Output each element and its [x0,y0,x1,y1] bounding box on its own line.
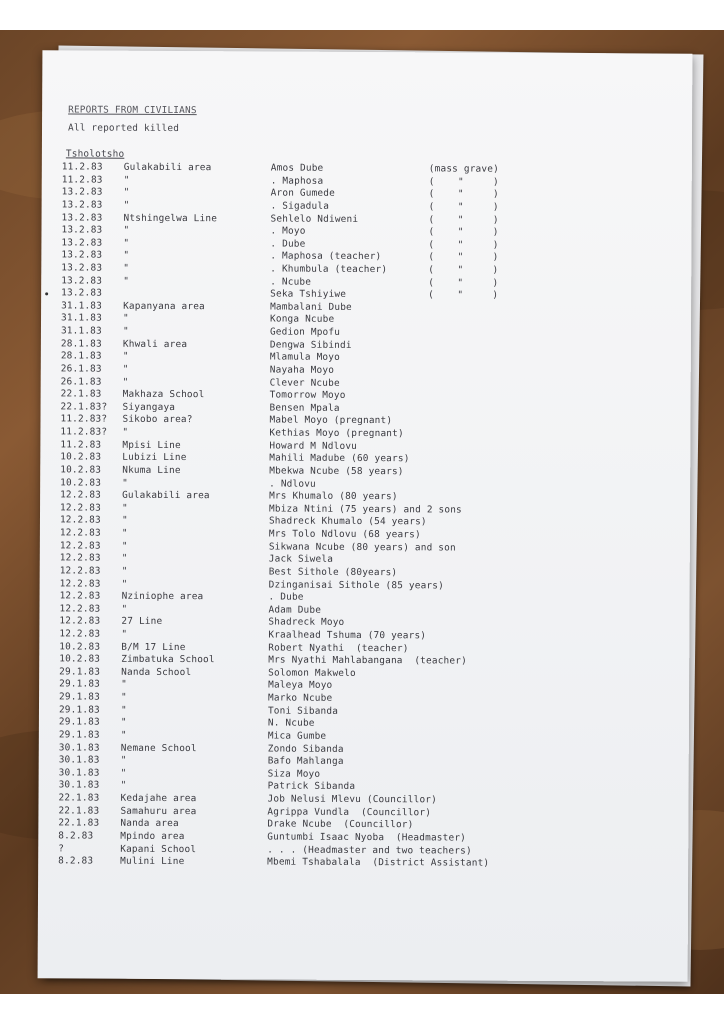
entry-date: 11.2.83 [60,438,102,451]
entry-date: 12.2.83 [59,603,101,615]
entry-date: 31.1.83 [60,325,102,337]
entry-date: 29.1.83 [58,729,100,741]
entry-date: 22.1.83 [58,792,100,804]
entry-place: " [121,565,128,577]
entry-victim: . Dube [270,238,306,250]
entry-place: " [120,717,127,729]
entry-victim: Kraalhead Tshuma (70 years) [268,629,427,642]
entry-date: 29.1.83 [58,704,100,716]
entry-date: 12.2.83 [59,552,101,564]
entry-date: 10.2.83 [60,451,102,463]
entry-place: " [120,704,127,716]
entry-place: Sikobo area? [122,414,193,426]
entry-victim: . Khumbula (teacher) [270,263,388,276]
entry-date: 10.2.83 [60,476,102,489]
entry-note: (mass grave) [428,163,499,175]
typed-page [38,50,693,981]
entry-victim: Guntumbi Isaac Nyoba (Headmaster) [267,831,467,844]
entry-date: 29.1.83 [59,678,101,691]
entry-date: 29.1.83 [59,666,101,678]
entry-place: " [121,578,128,590]
entry-place: Nziniophe area [121,590,204,603]
entry-date: 11.2.83? [60,413,108,426]
entry-victim: Mica Gumbe [267,730,327,742]
entry-date: 12.2.83 [59,590,101,602]
entry-date: 12.2.83 [59,527,101,539]
entry-place: " [122,502,128,514]
entry-date: 13.2.83 [61,237,103,249]
entry-date: 13.2.83 [61,249,103,261]
entry-date: 13.2.83 [61,199,103,211]
entry-victim: Best Sithole (80years) [268,566,398,578]
entry-date: 12.2.83 [59,577,101,590]
entry-place: Nkuma Line [122,464,181,476]
entry-place: " [121,515,128,527]
entry-victim: Adam Dube [268,604,322,616]
entry-place: " [123,199,130,211]
entry-place: Kapanyana area [123,300,205,312]
entry-place: " [122,426,129,438]
entry-date: 26.1.83 [60,363,102,375]
entry-place: " [121,691,127,703]
photo-background [0,30,724,994]
entry-victim: Aron Gumede [270,187,336,200]
entry-place: " [123,224,130,236]
entry-place: Makhaza School [122,388,205,401]
entry-place: " [123,237,130,249]
entry-victim: Mlamula Moyo [269,351,340,364]
list-item [38,855,688,871]
entry-place: " [122,376,129,388]
entry-date: 28.1.83 [60,338,102,350]
entry-date: 12.2.83 [59,628,101,640]
entry-date: 13.2.83 [61,211,103,224]
entry-victim: Sehlelo Ndiweni [270,213,359,225]
entry-place: Khwali area [122,338,188,350]
entry-place: Kedajahe area [120,792,197,805]
entry-victim: Bensen Mpala [269,402,340,414]
entry-date: 11.2.83 [61,161,103,173]
entry-note: ( " ) [428,226,499,238]
entry-note: ( " ) [428,239,499,251]
entry-date: 11.2.83 [61,174,103,186]
entry-note: ( " ) [428,213,499,226]
entry-note: ( " ) [428,276,499,289]
entry-victim: Mambalani Dube [270,301,352,313]
entry-place: " [122,477,129,489]
entry-date: 22.1.83 [58,804,100,817]
entry-place: " [123,186,130,198]
entry-date: 28.1.83 [60,350,102,362]
entry-victim: Solomon Makwelo [268,667,356,679]
entry-date: 12.2.83 [59,514,101,527]
entry-place: " [120,754,127,766]
entry-place: " [123,313,129,325]
entry-date: 12.2.83 [59,565,101,577]
entry-date: 13.2.83 [61,186,103,198]
entry-victim: Nayaha Moyo [269,364,335,376]
entry-victim: Agrippa Vundla (Councillor) [267,806,432,818]
entry-victim: Mbemi Tshabalala (District Assistant) [267,856,490,869]
entry-date: 13.2.83 [61,275,103,287]
entry-victim: Shadreck Moyo [268,616,345,629]
entry-date: 12.2.83 [59,615,101,627]
entry-date: 30.1.83 [58,754,100,766]
entry-date: 13.2.83 [61,287,103,299]
entry-victim: Maleya Moyo [268,679,333,692]
entry-victim: . Maphosa (teacher) [270,250,382,263]
entry-note: ( " ) [428,188,499,200]
entry-victim: Dzinganisai Sithole (85 years) [268,578,444,591]
entry-date: 8.2.83 [58,855,94,867]
entry-place: " [121,552,128,564]
entry-place: Lubizi Line [122,452,187,464]
entry-victim: Howard M Ndlovu [269,440,358,452]
page-subheading: All reported killed [67,122,180,135]
entry-note: ( " ) [428,251,499,263]
entry-date: 12.2.83 [60,502,101,514]
entry-date: 13.2.83 [61,262,103,274]
entry-place: " [120,780,127,792]
entry-place: Kapani School [120,843,197,855]
entry-date: 22.1.83? [60,401,108,413]
entry-place: Samahuru area [120,805,197,817]
entry-victim: Kethias Moyo (pregnant) [269,427,404,440]
entry-date: 10.2.83 [59,640,101,653]
entry-victim: Sikwana Ncube (80 years) and son [268,541,456,554]
entry-place: " [122,363,129,375]
entry-date: 12.2.83 [59,539,101,552]
entry-victim: . Ncube [270,276,312,288]
entry-place: " [121,527,128,539]
entry-victim: . Dube [268,591,304,603]
entry-victim: N. Ncube [267,717,315,730]
entry-victim: Gedion Mpofu [269,326,341,338]
entry-note: ( " ) [428,264,499,276]
entry-place: Gulakabili area [123,161,212,174]
entry-date: 30.1.83 [58,741,100,754]
entry-place: Zimbatuka School [121,653,215,666]
entry-victim: Jack Siwela [268,553,334,566]
entry-date: 10.2.83 [59,653,101,665]
entry-place: Mpindo area [120,830,185,842]
entry-date: 22.1.83 [58,817,100,829]
entry-victim: Zondo Sibanda [267,742,344,755]
entry-victim: . Moyo [270,225,306,237]
entry-victim: . Ndlovu [269,477,316,490]
entry-place: Gulakabili area [122,489,210,502]
entry-victim: Toni Sibanda [267,705,339,717]
entry-place: " [120,729,127,741]
entry-victim: Shadreck Khumalo (54 years) [268,515,427,528]
entry-place: Siyangaya [122,401,176,413]
entry-place: Mpisi Line [122,439,181,451]
entry-date: 13.2.83 [61,224,103,236]
entry-place: Nemane School [120,742,197,754]
entry-place: " [123,250,130,262]
entry-note: ( " ) [428,201,499,213]
entry-note: ( " ) [428,289,499,301]
entry-victim: Mbiza Ntini (75 years) and 2 sons [269,503,462,516]
entry-place: Ntshingelwa Line [123,212,218,224]
entry-place: " [122,351,129,363]
entry-victim: Mrs Khumalo (80 years) [269,490,398,503]
entry-victim: Job Nelusi Mlevu (Councillor) [267,793,438,806]
entry-victim: Patrick Sibanda [267,780,356,793]
entry-victim: Dengwa Sibindi [269,339,352,351]
entry-victim: Siza Moyo [267,768,321,780]
entry-place: Nanda School [121,666,192,678]
district-heading: Tsholotsho [65,148,125,160]
entry-place: " [120,767,127,779]
entry-place: " [123,174,130,186]
entry-victim: Amos Dube [270,162,324,174]
entry-victim: . . . (Headmaster and two teachers) [267,843,472,857]
entry-place: " [123,275,130,287]
entry-victim: Tomorrow Moyo [269,389,346,402]
entry-place: " [121,540,128,552]
entry-place: Nanda area [120,817,179,830]
entry-date: 12.2.83 [60,489,102,501]
entry-date: 30.1.83 [58,779,100,792]
entry-place: Mulini Line [120,855,185,868]
entry-date: 30.1.83 [58,767,100,779]
entry-victim: Bafo Mahlanga [267,755,344,767]
entry-victim: Mabel Moyo (pregnant) [269,414,393,427]
entry-date: 10.2.83 [60,464,102,476]
entry-place: " [122,325,129,337]
page-heading: REPORTS FROM CIVILIANS [68,104,197,117]
entry-place: " [121,603,128,615]
entry-place: " [123,262,130,274]
entry-place: B/M 17 Line [121,641,186,653]
entry-date: 29.1.83 [58,716,100,728]
entry-victim: Konga Ncube [269,313,335,326]
entry-victim: Mahili Madube (60 years) [269,452,410,465]
entry-victim: Drake Ncube (Councillor) [267,818,414,831]
entry-victim: Mrs Nyathi Mahlabangana (teacher) [268,654,467,667]
margin-dot [45,293,48,296]
entry-victim: Clever Ncube [269,376,340,389]
entry-date: 11.2.83? [60,426,108,438]
entry-victim: . Maphosa [270,175,324,187]
entry-victim: Mbekwa Ncube (58 years) [269,465,404,478]
entry-date: 26.1.83 [60,375,102,388]
entry-date: ? [58,842,65,854]
entry-place: " [121,679,128,691]
entry-note: ( " ) [428,175,499,188]
entry-date: 8.2.83 [58,830,94,842]
entry-place: " [121,628,128,640]
entry-date: 31.1.83 [61,300,103,312]
entry-date: 29.1.83 [59,691,100,703]
entry-victim: . Sigadula [270,200,330,212]
entry-victim: Mrs Tolo Ndlovu (68 years) [268,528,421,541]
entry-victim: Robert Nyathi (teacher) [268,642,409,654]
entry-date: 31.1.83 [61,312,102,325]
entry-victim: Marko Ncube [268,692,333,704]
entry-victim: Seka Tshiyiwe [270,288,347,301]
entry-date: 22.1.83 [60,388,102,400]
entry-place: 27 Line [121,616,163,628]
